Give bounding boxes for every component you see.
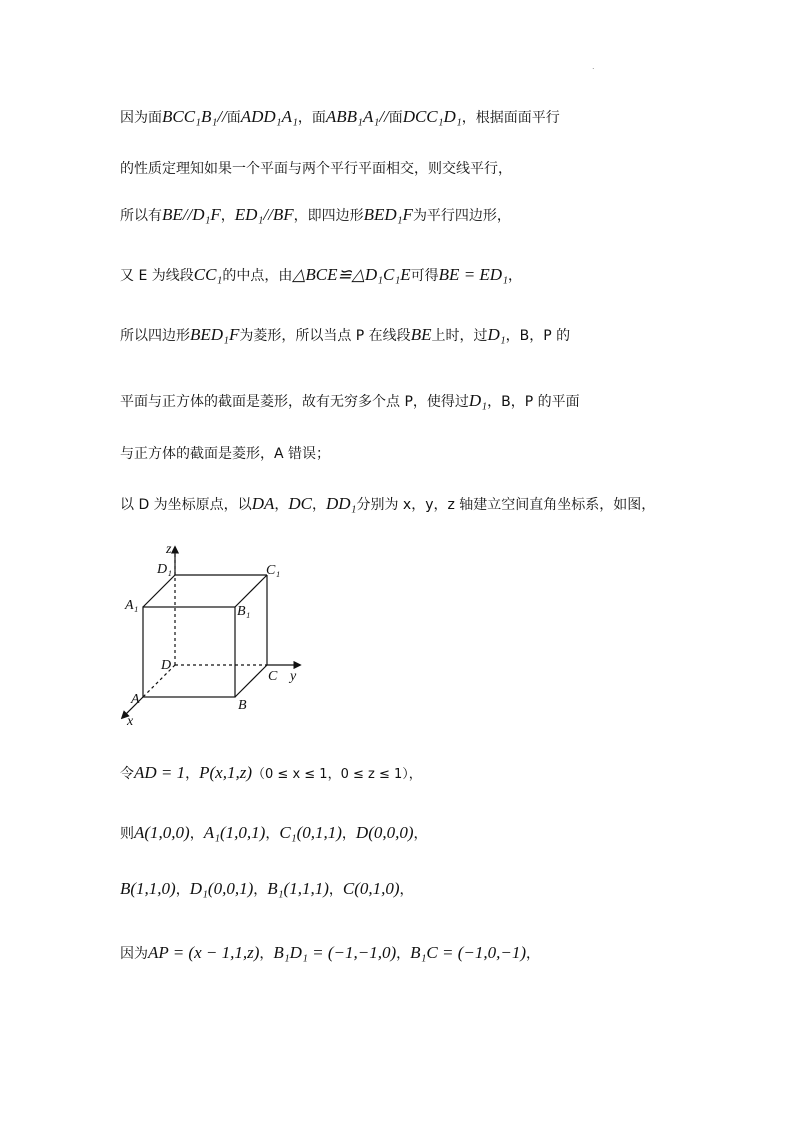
text-line-5 [120,324,570,347]
text-line-6 [120,390,580,413]
text: ，即四边形 [293,208,364,224]
label-A: A [131,692,140,707]
text: ， [185,766,200,782]
label-C: C [268,669,278,684]
text-line-1 [120,106,560,129]
label-C1: C₁ [266,563,281,578]
math: DCC₁D₁ [402,107,462,126]
math: BED₁F [363,205,413,224]
math: B₁C = (−1,0,−1) [410,943,526,962]
math: B(1,1,0) [120,879,176,898]
math: AP = (x − 1,1,z) [148,943,260,962]
text: 面 [388,110,403,126]
text-line-7: 与正方体的截面是菱形，A 错误； [120,446,331,462]
math: A(1,0,0) [134,823,190,842]
label-z: z [166,542,172,557]
math: A₁(1,0,1) [203,823,266,842]
text: 因为面 [120,110,162,126]
math: DA [251,494,275,513]
math: BE [410,325,432,344]
text-line-2: 的性质定理知如果一个平面与两个平行平面相交，则交线平行， [120,161,512,177]
math: △BCE≌△D₁C₁E [292,265,411,284]
math: B₁D₁ = (−1,−1,0) [273,943,397,962]
text: ， [328,882,343,898]
text-line-11 [120,878,414,901]
text: ， [253,882,268,898]
label-x: x [127,714,134,729]
math: D(0,0,0) [355,823,414,842]
text: 则 [120,826,134,842]
label-D1: D₁ [157,562,172,577]
text: ， [396,946,411,962]
text: 平面与正方体的截面是菱形，故有无穷多个点 P，使得过 [120,394,469,410]
text: 又 E 为线段 [120,268,194,284]
label-y: y [290,669,297,684]
text: 上时，过 [431,328,488,344]
text: 令 [120,766,134,782]
text-line-9 [120,762,422,786]
math: BED₁F [190,325,240,344]
text: 面 [226,110,241,126]
text: ， [507,268,522,284]
math: DC [288,494,312,513]
math: D₁ [468,391,488,410]
text: ， [259,946,274,962]
text-line-4 [120,264,522,287]
text-line-8 [120,493,655,516]
text: ， [274,497,289,513]
math: AD = 1 [134,763,186,782]
text: 因为 [120,946,148,962]
math: BE = ED₁ [438,265,508,284]
text-line-12 [120,942,540,965]
text: ， [399,882,414,898]
label-B1: B₁ [237,604,251,619]
page-mark: . [592,62,595,71]
math: ED₁//BF [234,205,294,224]
math: P(x,1,z) [199,763,253,782]
math: ADD₁A₁ [240,107,298,126]
text: ，根据面面平行 [461,110,560,126]
text: 的中点，由 [222,268,293,284]
math: DD₁ [325,494,357,513]
math: ABB₁A₁// [325,107,389,126]
text-line-10 [120,822,428,845]
text: ， [311,497,326,513]
text: ， [189,826,204,842]
text: ，B，P 的 [505,328,571,344]
cube-figure [110,535,310,730]
label-A1: A₁ [125,598,139,613]
text: ， [220,208,235,224]
text: （0 ≤ x ≤ 1，0 ≤ z ≤ 1）， [252,767,422,782]
text: ，B，P 的平面 [487,394,580,410]
text: ， [265,826,280,842]
math: D₁(0,0,1) [189,879,254,898]
text: 所以有 [120,208,162,224]
text: ， [525,946,540,962]
label-D: D [161,658,172,673]
math: D₁ [487,325,506,344]
text-line-3 [120,204,511,227]
math: BE//D₁F [162,205,221,224]
text: 可得 [410,268,439,284]
text: 所以四边形 [120,328,190,344]
label-B: B [238,698,247,713]
text: ， [413,826,428,842]
math: BCC₁B₁// [162,107,227,126]
text: 为菱形，所以当点 P 在线段 [239,328,411,344]
math: CC₁ [193,265,223,284]
text: ， [341,826,356,842]
math: C(0,1,0) [342,879,400,898]
math: C₁(0,1,1) [279,823,342,842]
text: 以 D 为坐标原点，以 [120,497,252,513]
math: B₁(1,1,1) [267,879,329,898]
text: 分别为 x，y，z 轴建立空间直角坐标系，如图， [356,497,656,513]
text: 为平行四边形， [412,208,511,224]
text: ， [175,882,190,898]
text: ，面 [297,110,326,126]
